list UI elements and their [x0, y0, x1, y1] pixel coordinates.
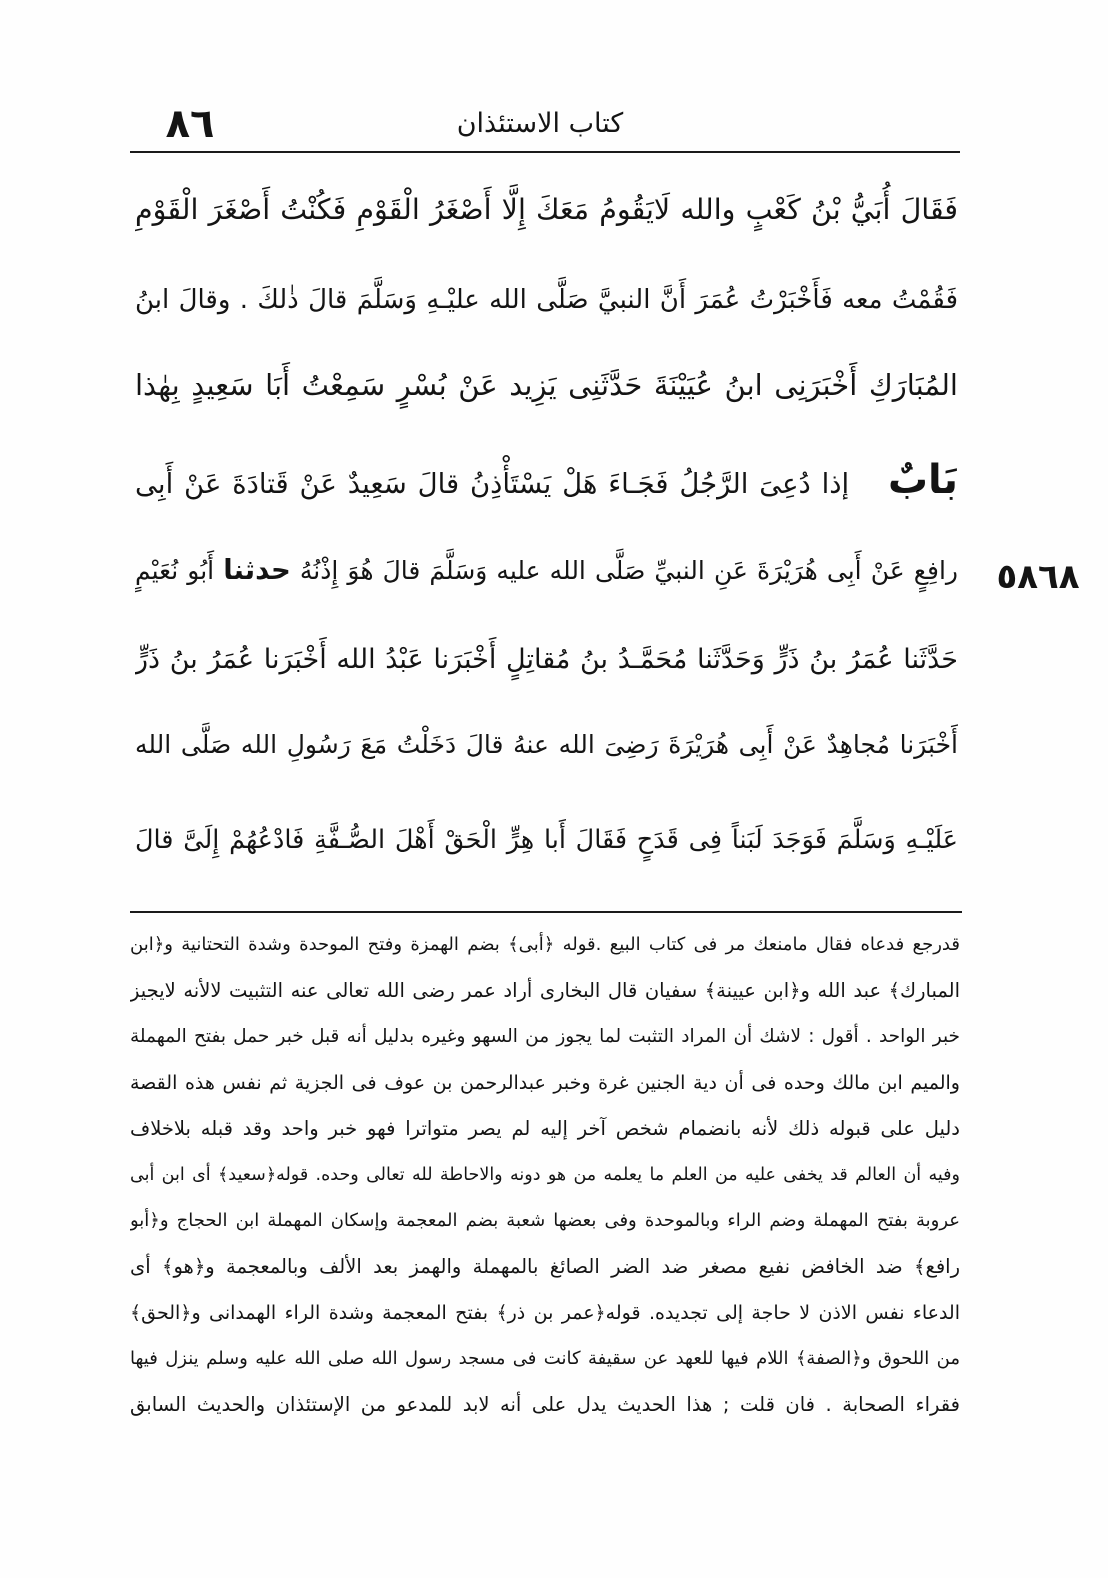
page-number: ٨٦: [165, 101, 215, 147]
commentary-line-7: عروبة بفتح المهملة وضم الراء وبالموحدة وفى بعضها شعبة بضم المعجمة وإسكان المهملة ابن الحجاج و﴿أبو: [130, 1210, 960, 1231]
commentary-line-1: قدرجع فدعاه فقال مامنعك مر فى كتاب البيع .قوله ﴿أبى﴾ بضم الهمزة وفتح الموحدة وشدة التحتانية و﴿ابن: [130, 934, 960, 955]
hadith-start-marker: حدثنا: [223, 554, 291, 586]
commentary-line-9: الدعاء نفس الاذن لا حاجة إلى تجديده. قوله﴿عمر بن ذر﴾ بفتح المعجمة وشدة الراء الهمدانى و﴿الحق﴾: [130, 1302, 960, 1324]
chapter-title-text: إذا دُعِىَ الرَّجُلُ فَجَـاءَ هَلْ يَسْتَأْذِنُ قالَ سَعِيدٌ عَنْ قَتادَةَ عَنْ أَبِى: [135, 468, 850, 500]
main-text-line-5: [135, 530, 958, 610]
commentary-line-6: وفيه أن العالم قد يخفى عليه من العلم ما يعلمه من هو دونه والاحاطة لله تعالى وحده. قوله﴿سعيد﴾ أى ابن أبى: [130, 1165, 960, 1185]
main-text-line-8: عَلَيْـهِ وَسَلَّمَ فَوَجَدَ لَبَناً فِى قَدَحٍ فَقَالَ أَبا هِرٍّ الْحَقْ أَهْلَ الصُّـفَّةِ فَادْعُهُمْ إِلَىَّ قالَ: [135, 825, 958, 855]
hadith-number: ٥٨٦٨: [996, 557, 1080, 597]
commentary-line-4: والميم ابن مالك وحده فى أن دية الجنين غرة وخبر عبدالرحمن بن عوف فى الجزية ثم نفس هذه القصة: [130, 1072, 960, 1094]
commentary-line-8: رافع﴾ ضد الخافض نفيع مصغر ضد الضر الصائغ بالمهملة والهمز بعد الألف وبالمعجمة و﴿هو﴾ أى: [130, 1255, 960, 1278]
main-text-line-3: المُبَارَكِ أَخْبَرَنِى ابنُ عُيَيْنَةَ حَدَّثَنِى يَزِيد عَنْ بُسْرٍ سَمِعْتُ أَبَا سَعِيدٍ بِهٰذا: [135, 368, 958, 402]
main-text-line-6: حَدَّثَنا عُمَرُ بنُ ذَرٍّ وَحَدَّثَنا مُحَمَّـدُ بنُ مُقاتِلٍ أَخْبَرَنا عَبْدُ الله أَخْبَرَنا عُمَرُ بنُ ذَرٍّ: [135, 644, 958, 675]
commentary-line-5: دليل على قبوله ذلك لأنه بانضمام شخص آخر إليه لم يصر متواترا فهو خبر واحد وقد قبله بلاخلاف: [130, 1117, 960, 1140]
main-text-line-2: فَقُمْتُ معه فَأَخْبَرْتُ عُمَرَ أَنَّ النبيَّ صَلَّى الله عليْـهِ وَسَلَّمَ قالَ ذٰلكَ . وقالَ ابنُ: [135, 285, 958, 315]
running-title: كتاب الاستئذان: [456, 108, 624, 139]
header-rule: [130, 151, 960, 153]
main-text-line-7: أَخْبَرَنا مُجاهِدٌ عَنْ أَبِى هُرَيْرَةَ رَضِىَ الله عنهُ قالَ دَخَلْتُ مَعَ رَسُولِ الله صَلَّى الله: [135, 730, 958, 759]
main-text-line-1: فَقَالَ أُبَيُّ بْنُ كَعْبٍ والله لَايَقُومُ مَعَكَ إِلَّا أَصْغَرُ الْقَوْمِ فَكُنْتُ أَصْغَرَ الْقَوْمِ: [135, 193, 958, 226]
chapter-heading-label: بَابٌ: [888, 457, 958, 503]
main-text-segment: رافِعٍ عَنْ أَبِى هُرَيْرَةَ عَنِ النبيِّ صَلَّى الله عليه وَسَلَّمَ قالَ هُوَ إِذْنُهُ: [299, 556, 958, 585]
commentary-line-3: خبر الواحد . أقول : لاشك أن المراد التثبت لما يجوز من السهو وغيره بدليل أنه قبل خبر حمل بفتح المهملة: [130, 1026, 960, 1047]
main-text-segment-tail: أَبُو نُعَيْمٍ: [135, 556, 215, 585]
main-text-line-4: [135, 440, 958, 520]
commentary-line-10: من اللحوق و﴿الصفة﴾ اللام فيها للعهد عن سقيفة كانت فى مسجد رسول الله صلى الله عليه وسلم ينزل فيها: [130, 1348, 960, 1369]
commentary-rule: [130, 911, 962, 913]
commentary-line-2: المبارك﴾ عبد الله و﴿ابن عيينة﴾ سفيان قال البخارى أراد عمر رضى الله تعالى عنه التثبيت لالأنه لايجيز: [130, 979, 960, 1002]
commentary-line-11: فقراء الصحابة . فان قلت ; هذا الحديث يدل على أنه لابد للمدعو من الإستئذان والحديث السابق: [130, 1393, 960, 1416]
